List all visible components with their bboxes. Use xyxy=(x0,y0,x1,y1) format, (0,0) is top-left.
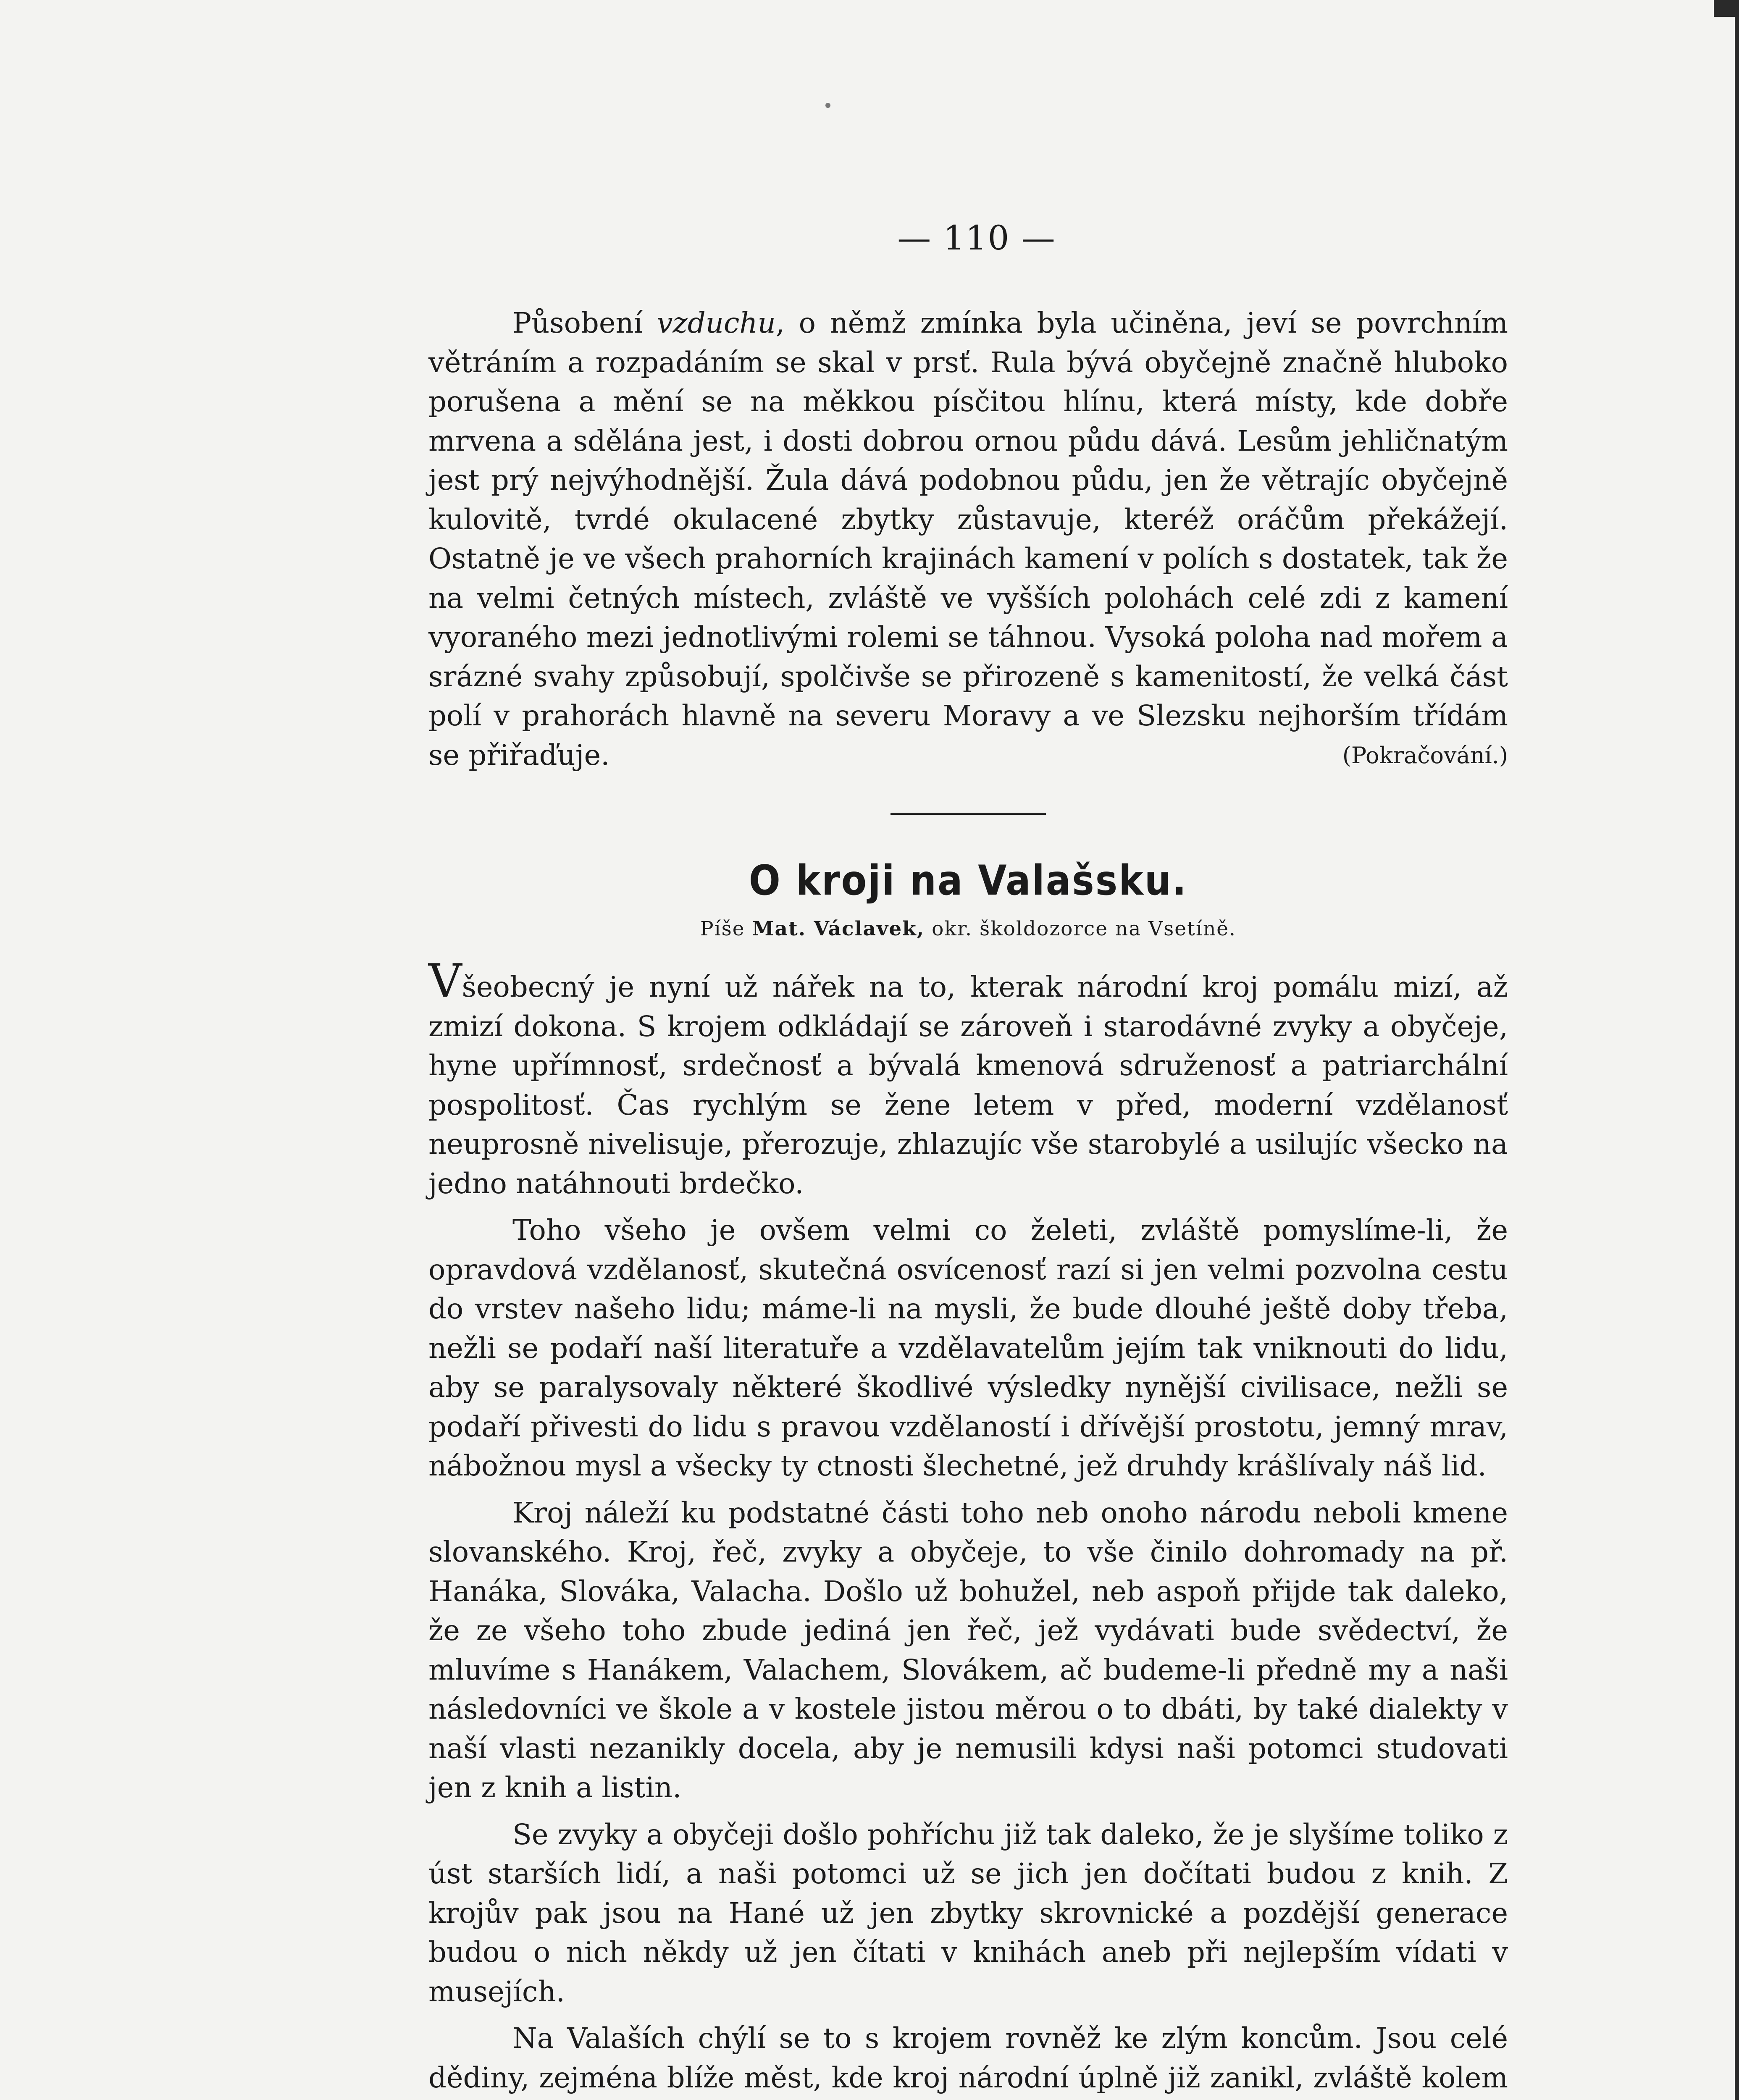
page-edge-shadow xyxy=(1735,0,1739,2100)
page-number: — 110 — xyxy=(897,218,1056,257)
section1-intro: Působení xyxy=(512,307,657,339)
section-divider xyxy=(891,813,1046,815)
article-paragraph-1: Všeobecný je nyní už nářek na to, kterak národní kroj pomálu mizí, až zmizí dokona. S krojem odkládají se zároveň i starodávné zvyky a obyčeje, hyne upřímnosť, srdečnosť a bývalá kmenová sdruženosť a patriarchální pospolitosť. Čas rychlým se žene letem v před, moderní vzdělanosť neuprosně nivelisuje, přerozuje, zhlazujíc vše starobylé a usilujíc všecko na jedno natáhnouti brdečko. xyxy=(428,954,1508,1200)
article-title: O kroji na Valašsku. xyxy=(749,857,1188,905)
article-paragraph-3: Kroj náleží ku podstatné části toho neb onoho národu neboli kmene slovanského. Kroj, řeč, zvyky a obyčeje, to vše činilo dohromady na př. Hanáka, Slováka, Valacha. Došlo už bohužel, neb aspoň přijde tak daleko, že ze všeho toho zbude jediná jen řeč, jež vydávati bude svědectví, že mluvíme s Hanákem, Valachem, Slovákem, ač budeme-li předně my a naši následovníci ve škole a v kostele jistou měrou o to dbáti, by také dialekty v naší vlasti nezanikly docela, aby je nemusili kdysi naši potomci studovati jen z knih a listin. xyxy=(428,1496,1508,1804)
text-column xyxy=(428,218,1508,2100)
byline-prefix: Píše xyxy=(700,917,745,940)
section1-paragraph xyxy=(428,304,1508,775)
continuation-note: (Pokračování.) xyxy=(1342,742,1508,769)
byline xyxy=(428,917,1508,940)
article-paragraph-5: Na Valaších chýlí se to s krojem rovněž ke zlým koncům. Jsou celé dědiny, zejména blíže měst, kde kroj národní úplně již zanikl, zvláště kolem xyxy=(428,2022,1508,2094)
article-paragraph-4: Se zvyky a obyčeji došlo pohříchu již tak daleko, že je slyšíme toliko z úst starších lidí, a naši potomci už se jich jen dočítati budou z knih. Z krojův pak jsou na Hané už jen zbytky skrovnické a pozdější generace budou o nich někdy už jen čítati v knihách aneb při nejlepším vídati v musejích. xyxy=(428,1818,1508,2008)
article-paragraph-2: Toho všeho je ovšem velmi co želeti, zvláště pomyslíme-li, že opravdová vzdělanosť, skutečná osvícenosť razí si jen velmi pozvolna cestu do vrstev našeho lidu; máme-li na mysli, že bude dlouhé ještě doby třeba, nežli se podaří naší literatuře a vzdělavatelům jejím tak vniknouti do lidu, aby se paralysovaly některé škodlivé výsledky nynější civilisace, nežli se podaří přivesti do lidu s pravou vzdělaností i dřívější prostotu, jemný mrav, nábožnou mysl a všecky ty ctnosti šlechetné, jež druhdy krášlívaly náš lid. xyxy=(428,1214,1508,1482)
scan-speck xyxy=(825,103,830,108)
byline-author: Mat. Václavek, xyxy=(752,917,925,940)
page-corner-shadow xyxy=(1714,0,1739,17)
byline-suffix: okr. školdozorce na Vsetíně. xyxy=(932,917,1237,940)
section1-emphasis: vzduchu xyxy=(657,307,776,339)
section1-rest: , o němž zmínka byla učiněna, jeví se povrchním větráním a rozpadáním se skal v prsť. Rula bývá obyčejně značně hluboko porušena a mění se na měkkou písčitou hlínu, která místy, kde dobře mrvena a sdělána jest, i dosti dobrou ornou půdu dává. Lesům jehličnatým jest prý nejvýhodnější. Žula dává podobnou půdu, jen že větrajíc obyčejně kulovitě, tvrdé okulacené zbytky zůstavuje, kteréž oráčům překážejí. Ostatně je ve všech prahorních krajinách kamení v polích s dostatek, tak že na velmi četných místech, zvláště ve vyšších polohách celé zdi z kamení vyoraného mezi jednotlivými rolemi se táhnou. Vysoká poloha nad mořem a srázné svahy způsobují, spolčivše se přirozeně s kamenitostí, že velká část polí v prahorách hlavně na severu Moravy a ve Slezsku nejhorším třídám se přiřaďuje. xyxy=(428,307,1508,772)
